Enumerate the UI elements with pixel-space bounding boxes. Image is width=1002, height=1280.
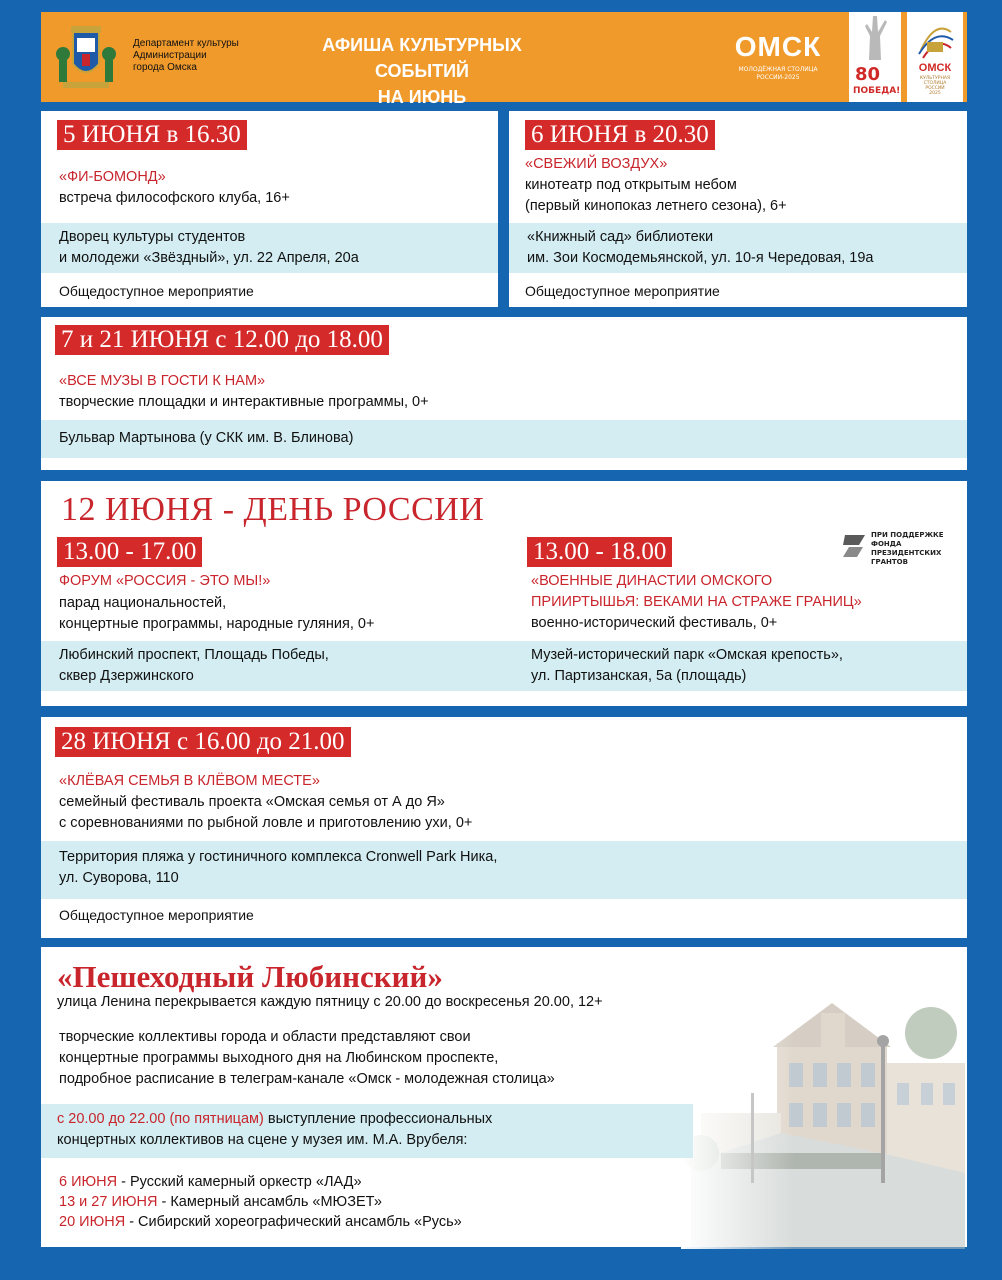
performance-text: - Русский камерный оркестр «ЛАД» <box>117 1174 362 1190</box>
event-location: «Книжный сад» библиотеки им. Зои Космодемьянской, ул. 10-я Чередовая, 19а <box>527 229 874 266</box>
motherland-statue-icon <box>849 12 901 64</box>
omsk-youth-capital-logo <box>723 32 833 82</box>
event-date-badge: 28 ИЮНЯ с 16.00 до 21.00 <box>55 727 351 757</box>
culture-capital-logo <box>907 12 963 102</box>
performance-date: 6 ИЮНЯ <box>59 1174 118 1190</box>
grants-fund-text: ПРИ ПОДДЕРЖКЕ ФОНДА ПРЕЗИДЕНТСКИХ ГРАНТОВ <box>871 531 944 566</box>
event-card-june-6 <box>509 111 967 307</box>
event-location: Территория пляжа у гостиничного комплекса Cronwell Park Ника, ул. Суворова, 110 <box>59 849 498 886</box>
event-title: «ВСЕ МУЗЫ В ГОСТИ К НАМ» <box>59 373 266 389</box>
event-card-june-7-21 <box>41 317 967 470</box>
event-date-badge: 5 ИЮНЯ в 16.30 <box>57 120 247 150</box>
performance-text: - Камерный ансамбль «МЮЗЕТ» <box>157 1194 382 1210</box>
performance-date: 20 ИЮНЯ <box>59 1214 126 1230</box>
event-access-note: Общедоступное мероприятие <box>59 907 254 923</box>
event-title: «СВЕЖИЙ ВОЗДУХ» <box>525 156 668 172</box>
pedestrian-title: «Пешеходный Любинский» <box>57 959 443 994</box>
presidential-grants-fund-logo <box>839 527 959 577</box>
event-title: «ФИ-БОМОНД» <box>59 169 166 185</box>
event-description: семейный фестиваль проекта «Омская семья от А до Я» с соревнованиями по рыбной ловле и приготовлению ухи, 0+ <box>59 794 473 831</box>
lyubinsky-street-illustration <box>681 1003 965 1249</box>
event-access-note: Общедоступное мероприятие <box>59 283 254 299</box>
russia-day-title: 12 ИЮНЯ - ДЕНЬ РОССИИ <box>61 491 485 528</box>
omsk-logo-text: ОМСК <box>734 31 822 62</box>
performance-date: 13 и 27 ИЮНЯ <box>59 1194 158 1210</box>
highlight-text-2: концертных коллективов на сцене у музея им. М.А. Врубеля: <box>57 1132 468 1148</box>
performance-text: - Сибирский хореографический ансамбль «Русь» <box>125 1214 462 1230</box>
omsk-coat-of-arms-icon <box>53 24 119 90</box>
victory-number: 80 <box>855 64 881 85</box>
victory-80-logo <box>849 12 901 102</box>
event-location: Бульвар Мартынова (у СКК им. В. Блинова) <box>59 430 354 446</box>
event-description-left: парад национальностей, концертные программы, народные гуляния, 0+ <box>59 595 375 632</box>
performance-item <box>59 1193 382 1212</box>
event-description-right: военно-исторический фестиваль, 0+ <box>531 615 778 631</box>
performance-item <box>59 1213 462 1232</box>
event-card-june-5 <box>41 111 498 307</box>
pedestrian-description: творческие коллективы города и области представляют свои концертные программы выходного дня на Любинском проспекте, подробное расписание в телеграм-канале «Омск - молодежная столица» <box>59 1029 555 1087</box>
highlight-time: с 20.00 до 22.00 (по пятницам) <box>57 1111 264 1127</box>
event-title-left: ФОРУМ «РОССИЯ - ЭТО МЫ!» <box>59 573 271 589</box>
event-access-note: Общедоступное мероприятие <box>525 283 720 299</box>
event-date-badge: 6 ИЮНЯ в 20.30 <box>525 120 715 150</box>
russia-day-section <box>41 481 967 706</box>
culture-emblem-icon <box>907 14 963 62</box>
performance-item <box>59 1173 362 1192</box>
culture-logo-text: ОМСК <box>918 62 952 74</box>
event-title: «КЛЁВАЯ СЕМЬЯ В КЛЁВОМ МЕСТЕ» <box>59 773 320 789</box>
culture-logo-subtitle: КУЛЬТУРНАЯ СТОЛИЦА РОССИИ 2025 <box>919 76 951 96</box>
event-title-right: «ВОЕННЫЕ ДИНАСТИИ ОМСКОГО ПРИИРТЫШЬЯ: ВЕКАМИ НА СТРАЖЕ ГРАНИЦ» <box>531 573 862 610</box>
omsk-logo-subtitle: МОЛОДЁЖНАЯ СТОЛИЦА РОССИИ-2025 <box>738 66 818 81</box>
event-description: встреча философского клуба, 16+ <box>59 190 290 206</box>
performance-highlight <box>57 1109 492 1151</box>
event-location-left: Любинский проспект, Площадь Победы, сквер Дзержинского <box>59 647 329 684</box>
page-title: АФИША КУЛЬТУРНЫХ СОБЫТИЙ НА ИЮНЬ <box>322 35 522 107</box>
event-time-badge-right: 13.00 - 18.00 <box>527 537 672 567</box>
pedestrian-lyubinsky-section <box>41 947 967 1247</box>
header-banner <box>41 12 967 107</box>
department-name: Департамент культуры Администрации города Омска <box>133 38 239 73</box>
event-location: Дворец культуры студентов и молодежи «Звёздный», ул. 22 Апреля, 20а <box>59 229 359 266</box>
victory-text: ПОБЕДА! <box>853 86 901 96</box>
event-description: кинотеатр под открытым небом (первый кинопоказ летнего сезона), 6+ <box>525 177 787 214</box>
event-description: творческие площадки и интерактивные программы, 0+ <box>59 394 429 410</box>
event-card-june-28 <box>41 717 967 938</box>
event-location-right: Музей-исторический парк «Омская крепость», ул. Партизанская, 5а (площадь) <box>531 647 843 684</box>
event-time-badge-left: 13.00 - 17.00 <box>57 537 202 567</box>
highlight-text-1: выступление профессиональных <box>263 1111 493 1127</box>
event-date-badge: 7 и 21 ИЮНЯ с 12.00 до 18.00 <box>55 325 389 355</box>
grants-fund-icon <box>839 531 869 561</box>
pedestrian-subtitle: улица Ленина перекрывается каждую пятницу с 20.00 до воскресенья 20.00, 12+ <box>57 994 603 1010</box>
